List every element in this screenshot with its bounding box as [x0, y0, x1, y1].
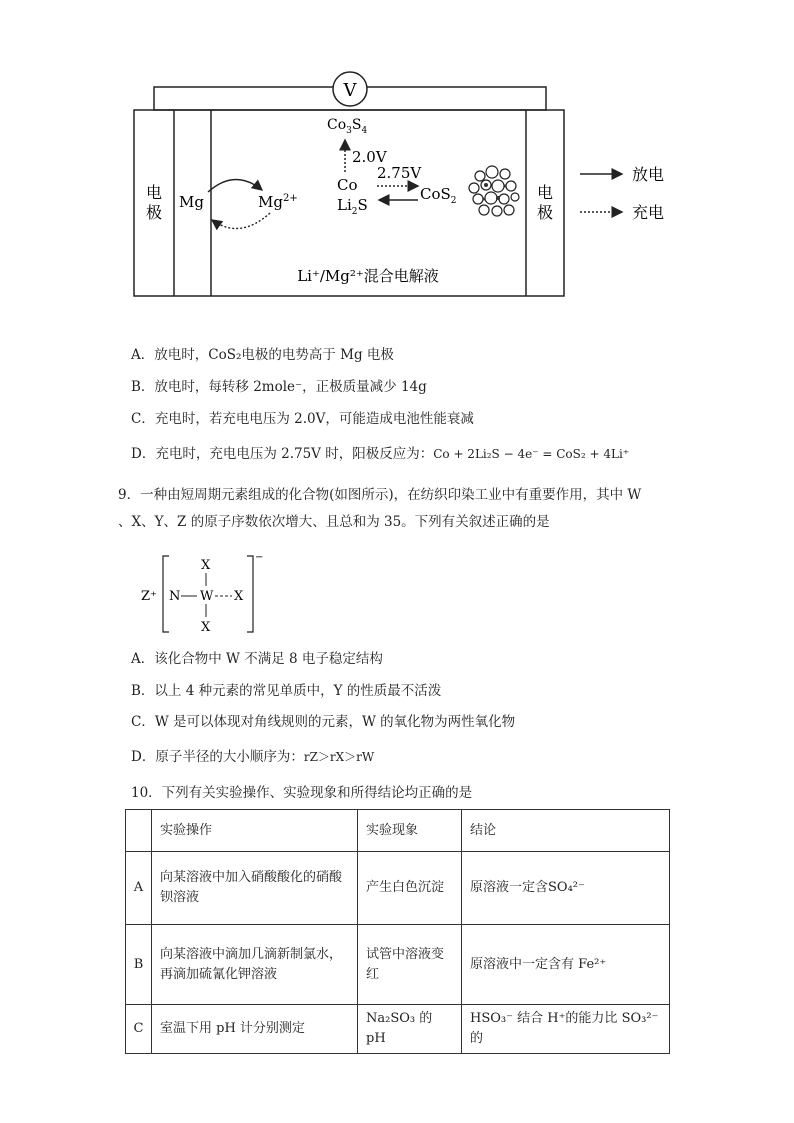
- co-label: Co: [337, 176, 358, 194]
- struct-x-right: X: [234, 589, 244, 604]
- row-key: A: [126, 852, 152, 925]
- table-header-row: [126, 810, 670, 852]
- row-key: B: [126, 925, 152, 1005]
- struct-x-bottom: X: [201, 620, 211, 635]
- q9-option-b: B．以上 4 种元素的常见单质中，Y 的性质最不活泼: [131, 683, 442, 699]
- row-conclusion: HSO₃⁻ 结合 H⁺的能力比 SO₃²⁻ 的: [462, 1005, 670, 1054]
- q9-stem-line-2: 、X、Y、Z 的原子序数依次增大、且总和为 35。下列有关叙述正确的是: [118, 514, 550, 530]
- q9-option-c: C．W 是可以体现对角线规则的元素，W 的氧化物为两性氧化物: [131, 714, 516, 730]
- header-cell: 实验现象: [358, 810, 462, 852]
- q9-option-a: A．该化合物中 W 不满足 8 电子稳定结构: [131, 651, 383, 667]
- row-key: C: [126, 1005, 152, 1054]
- q9-structure: [135, 548, 275, 638]
- q9-option-d-text: D．原子半径的大小顺序为：: [131, 749, 304, 765]
- discharge-arrow-mg: [208, 179, 262, 192]
- mg2-label: $Mg^{2+}$: [258, 193, 298, 211]
- voltage-275v-label: 2.75V: [377, 164, 422, 182]
- q9-stem-line-1: 9．一种由短周期元素组成的化合物(如图所示)，在纺织印染工业中有重要作用，其中 W: [118, 487, 642, 503]
- mg-label: Mg: [179, 193, 204, 211]
- row-observation: 产生白色沉淀: [358, 852, 462, 925]
- li2s-label: $Li_2S$: [337, 196, 368, 217]
- q8-option-a: A．放电时，CoS₂电极的电势高于 Mg 电极: [131, 347, 394, 363]
- q10-table: [125, 809, 670, 1054]
- q8-option-d-text: D．充电时，充电电压为 2.75V 时，阳极反应为：: [131, 446, 434, 462]
- q8-option-c: C．充电时，若充电电压为 2.0V，可能造成电池性能衰减: [131, 411, 474, 427]
- struct-x-top: X: [201, 558, 211, 573]
- q8-option-d-equation: Co + 2Li₂S − 4e⁻ = CoS₂ + 4Li⁺: [433, 447, 630, 461]
- voltmeter-label: V: [343, 80, 357, 101]
- q9-option-d: [131, 748, 374, 766]
- row-observation: 试管中溶液变红: [358, 925, 462, 1005]
- table-row: [126, 925, 670, 1005]
- q10-stem: 10．下列有关实验操作、实验现象和所得结论均正确的是: [131, 785, 473, 801]
- co3s4-label: $Co_3S_4$: [327, 117, 368, 136]
- legend-discharge-label: 放电: [632, 165, 665, 184]
- q9-option-d-relation: rZ＞rX＞rW: [303, 750, 375, 764]
- row-operation: 室温下用 pH 计分别测定: [152, 1005, 358, 1054]
- cos2-particle-cluster: [469, 166, 519, 216]
- left-electrode-label-2: 极: [145, 203, 163, 222]
- row-conclusion: 原溶液一定含SO₄²⁻: [462, 852, 670, 925]
- voltage-2v-label: 2.0V: [352, 148, 387, 166]
- cos2-label: CoS$_2$: [420, 185, 457, 206]
- row-conclusion: 原溶液中一定含有 Fe²⁺: [462, 925, 670, 1005]
- row-operation: 向某溶液中加入硝酸酸化的硝酸钡溶液: [152, 852, 358, 925]
- right-electrode-label-2: 极: [536, 203, 554, 222]
- right-electrode-label-1: 电: [536, 183, 554, 202]
- table-row: [126, 852, 670, 925]
- electrolyte-label: Li⁺/Mg²⁺混合电解液: [297, 267, 439, 285]
- q8-option-d: [131, 445, 629, 463]
- struct-z: Z⁺: [141, 589, 157, 604]
- battery-diagram: [0, 0, 794, 310]
- struct-n: N: [169, 589, 181, 604]
- charge-arrow-mg: [212, 213, 270, 229]
- row-observation: Na₂SO₃ 的 pH: [358, 1005, 462, 1054]
- q8-option-b: B．放电时，每转移 2mole⁻，正极质量减少 14g: [131, 379, 427, 395]
- struct-charge: −: [255, 552, 264, 563]
- struct-w: W: [200, 589, 214, 604]
- row-operation: 向某溶液中滴加几滴新制氯水，再滴加硫氰化钾溶液: [152, 925, 358, 1005]
- table-row: [126, 1005, 670, 1054]
- header-cell: 实验操作: [152, 810, 358, 852]
- left-electrode-label-1: 电: [145, 183, 163, 202]
- legend-charge-label: 充电: [632, 203, 665, 222]
- header-cell: [126, 810, 152, 852]
- header-cell: 结论: [462, 810, 670, 852]
